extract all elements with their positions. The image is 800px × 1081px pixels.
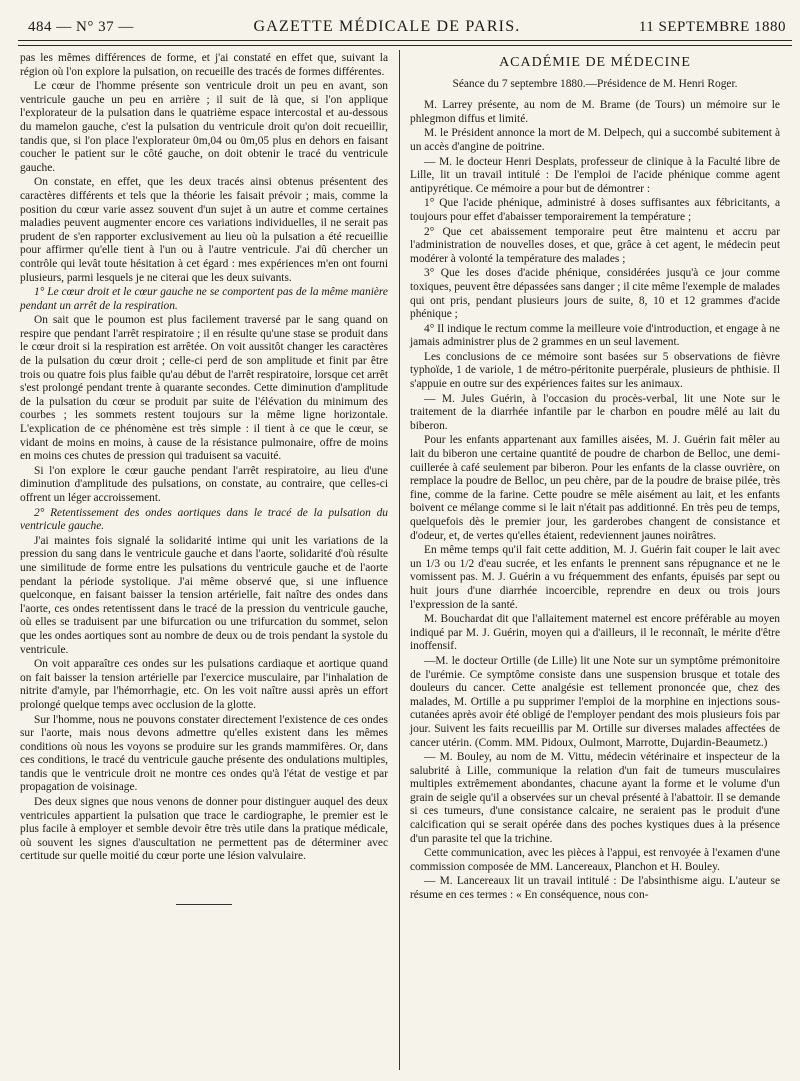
article-end-rule	[176, 904, 232, 905]
right-column	[410, 52, 780, 904]
paragraph: M. Bouchardat dit que l'allaitement maternel est encore préférable au moyen indiqué par M. J. Guérin, moyen qui a d'ailleurs, il le reconnaît, le mérite d'être inoffensif.	[410, 613, 780, 653]
session-line: Séance du 7 septembre 1880.—Présidence de M. Henri Roger.	[452, 77, 738, 90]
list-item: 2° Que cet abaissement temporaire peut être maintenu et accru par l'administration de nouvelles doses, et que, grâce à cet agent, le médecin peut modérer à volonté la température des malades ;	[410, 225, 780, 265]
subheading: 1° Le cœur droit et le cœur gauche ne se comportent pas de la même manière pendant un arrêt de la respiration.	[20, 286, 388, 312]
paragraph: Si l'on explore le cœur gauche pendant l'arrêt respiratoire, au lieu d'une diminution d'amplitude des pulsations, on constate, au contraire, que celles-ci offrent un léger accroissement.	[20, 464, 388, 504]
column-divider	[399, 50, 400, 1070]
paragraph: M. Larrey présente, au nom de M. Brame (de Tours) un mémoire sur le phlegmon diffus et limité.	[410, 99, 780, 125]
section-title: ACADÉMIE DE MÉDECINE	[499, 55, 691, 70]
page-issue-number: 484 — N° 37 —	[28, 19, 134, 35]
paragraph: J'ai maintes fois signalé la solidarité intime qui unit les variations de la pression du sang dans le ventricule gauche et dans l'aorte, solidarité d'où résulte une similitude de forme entre les pulsations du ventricule gauche et de l'aorte pendant la période systolique. J'ai même observé que, si une influence quelconque, en faisant baisser la tension artérielle, fait naître des ondes dans l'aorte, ces ondes retentissent dans le tracé de la pression du ventricule gauche, où elles se traduisent par une bifurcation ou une trifurcation du sommet, selon que les ondes aortiques sont au nombre de deux ou de trois pendant la systole du ventricule.	[20, 534, 388, 656]
issue-date: 11 SEPTEMBRE 1880	[638, 19, 786, 35]
paragraph: On voit apparaître ces ondes sur les pulsations cardiaque et aortique quand on fait baisser la tension artérielle par l'exercice musculaire, par l'inhalation de nitrite d'amyle, par l'hémorrhagie, etc. On les voit naître aussi après un effort prolongé quelque temps avec occlusion de la glotte.	[20, 658, 388, 711]
paragraph: —M. le docteur Ortille (de Lille) lit une Note sur un symptôme prémonitoire de l'urémie. Ce symptôme consiste dans une suspension brusque et totale des douleurs du cancer. Cette analgésie est tellement prononcée que, chez des malades, M. Ortille a pu supprimer l'emploi de la morphine en injections sous-cutanées après avoir été obligé de l'employer pendant des mois plusieurs fois par jour. Suivent les faits recueillis par M. Ortille sur diverses malades affectées de cancer utérin. (Comm. MM. Pidoux, Oulmont, Marrotte, Dujardin-Beaumetz.)	[410, 654, 780, 749]
paragraph: pas les mêmes différences de forme, et j'ai constaté en effet que, suivant la région où l'on explore la pulsation, on recueille des tracés de formes différentes.	[20, 52, 388, 78]
paragraph: En même temps qu'il fait cette addition, M. J. Guérin fait couper le lait avec un 1/3 ou 1/2 d'eau sucrée, et les enfants le prennent sans répugnance et ne le vomissent pas. M. J. Guérin a vu fréquemment des enfants, épuisés par sept ou huit jours d'une diarrhée incoercible, reprendre en deux ou trois jours l'expression de la santé.	[410, 544, 780, 611]
subheading: 2° Retentissement des ondes aortiques dans le tracé de la pulsation du ventricule gauche.	[20, 506, 388, 533]
page-header	[28, 8, 786, 36]
left-column	[20, 52, 388, 905]
paragraph: M. le Président annonce la mort de M. Delpech, qui a succombé subitement à un accès d'angine de poitrine.	[410, 127, 780, 153]
header-double-rule	[18, 40, 792, 46]
paragraph: On sait que le poumon est plus facilement traversé par le sang quand on respire que pendant l'arrêt respiratoire ; il en résulte qu'une stase se produit dans le cœur droit si la respiration est arrêtée. On voit aussitôt changer les caractères de la pulsation du cœur droit ; celle-ci perd de son amplitude et finit par être trois ou quatre fois plus faible qu'au début de l'arrêt respiratoire, lorsque cet arrêt s'est prolongé pendant trente à quarante secondes. Cette diminution d'amplitude de la pulsation du cœur se produit par suite de l'élévation du minimum des courbes ; les sommets restent toujours sur la même ligne horizontale. L'explication de ce phénomène est très simple : il tient à ce que le cœur, se vidant de moins en moins, à cause de la résistance pulmonaire, offre de moins en moins ces chutes de pression qui traduisent sa vacuité.	[20, 314, 388, 463]
paragraph: Sur l'homme, nous ne pouvons constater directement l'existence de ces ondes sur l'aorte, mais nous devons admettre qu'elles existent dans les mêmes conditions où nous les voyons se produire sur les grands mammifères. Or, dans ces conditions, le tracé du ventricule gauche présente des ondulations multiples, tandis que le ventricule droit ne montre ces ondes qu'à l'état de vestige et par propagation de voisinage.	[20, 713, 388, 794]
paragraph: Des deux signes que nous venons de donner pour distinguer auquel des deux ventricules appartient la pulsation que trace le cardiographe, le premier est le plus facile à employer et semble devoir être très utile dans la pratique médicale, où souvent les signes d'auscultation ne permettent pas de déterminer avec certitude sur quelle moitié du cœur porte une lésion valvulaire.	[20, 796, 388, 863]
paragraph: — M. Lancereaux lit un travail intitulé : De l'absinthisme aigu. L'auteur se résume en ces termes : « En conséquence, nous con-	[410, 875, 780, 902]
list-item: 3° Que les doses d'acide phénique, considérées jusqu'à ce jour comme toxiques, peuvent être dépassées sans danger ; il cite même l'exemple de malades qui ont pris, pendant plusieurs jours de suite, 8, 10 et 12 grammes d'acide phénique ;	[410, 267, 780, 321]
paragraph: Les conclusions de ce mémoire sont basées sur 5 observations de fièvre typhoïde, 1 de variole, 1 de métro-péritonite puerpérale, plusieurs de phthisie. Il s'appuie en outre sur des expériences faites sur les animaux.	[410, 350, 780, 391]
paragraph: — M. le docteur Henri Desplats, professeur de clinique à la Faculté libre de Lille, lit un travail intitulé : De l'emploi de l'acide phénique comme agent antipyrétique. Ce mémoire a pour but de démontrer :	[410, 155, 780, 195]
list-item: 4° Il indique le rectum comme la meilleure voie d'introduction, et engage à ne jamais administrer plus de 2 grammes en un seul lavement.	[410, 322, 780, 349]
journal-title: GAZETTE MÉDICALE DE PARIS.	[253, 18, 521, 35]
list-item: 1° Que l'acide phénique, administré à doses suffisantes aux fébricitants, a toujours pour effet d'abaisser temporairement la température ;	[410, 197, 780, 223]
paragraph: — M. Jules Guérin, à l'occasion du procès-verbal, lit une Note sur le traitement de la diarrhée infantile par le charbon en poudre mêlé au lait du biberon.	[410, 392, 780, 432]
paragraph: On constate, en effet, que les deux tracés ainsi obtenus présentent des caractères différents et tels que la théorie les faisait prévoir ; mais, comme la position du cœur varie assez souvent d'un sujet à un autre et comme certaines maladies peuvent augmenter encore ces variations individuelles, il ne serait pas prudent de s'en rapporter exclusivement au lieu où la pulsation a été recueillie pour affirmer qu'elle tient à l'un ou à l'autre ventricule. J'ai dû chercher un contrôle qui levât toute hésitation à cet égard : mes expériences m'en ont fourni plusieurs, parmi lesquels je ne citerai que les deux suivants.	[20, 176, 388, 284]
paragraph: Le cœur de l'homme présente son ventricule droit un peu en avant, son ventricule gauche un peu en arrière ; il suit de là que, si l'on applique l'explorateur de la pulsation dans le quatrième espace intercostal et au-dessous du mamelon gauche, c'est la pulsation du ventricule droit qu'on doit recueillir, tandis que, si l'on place l'explorateur 0m,04 ou 0m,05 plus en dehors en faisant coucher le patient sur le côté gauche, on doit obtenir le tracé du ventricule gauche.	[20, 80, 388, 174]
paragraph: Pour les enfants appartenant aux familles aisées, M. J. Guérin fait mêler au lait du biberon une certaine quantité de poudre de charbon de Belloc, une demi-cuillerée à café seulement par biberon. Pour les enfants de la classe ouvrière, on remplace la poudre de Belloc, un peu chère, par de la poudre de braise pilée, très fine, comme de la farine. Cette poudre se mêle aisément au lait, et les enfants boivent ce mélange comme si le lait n'était pas additionné. En très peu de temps, quelquefois dès le premier jour, les garderobes changent de consistance et d'odeur, et, de vertes qu'elles étaient, redeviennent jaunes noirâtres.	[410, 434, 780, 542]
paragraph: — M. Bouley, au nom de M. Vittu, médecin vétérinaire et inspecteur de la salubrité à Lille, communique la relation d'un fait de tumeurs musculaires multiples extrêmement abondantes, chacune ayant la forme et le volume d'un grain de seigle qu'il a observées sur un cheval présenté à l'abattoir. Il se demande si ces tumeurs, d'une consistance calcaire, ne seraient pas le produit d'une calcification qui se serait opérée dans des poches kystiques dues à la présence d'un parasite tel que la trichine.	[410, 751, 780, 845]
paragraph: Cette communication, avec les pièces à l'appui, est renvoyée à l'examen d'une commission composée de MM. Lancereaux, Planchon et H. Bouley.	[410, 847, 780, 873]
